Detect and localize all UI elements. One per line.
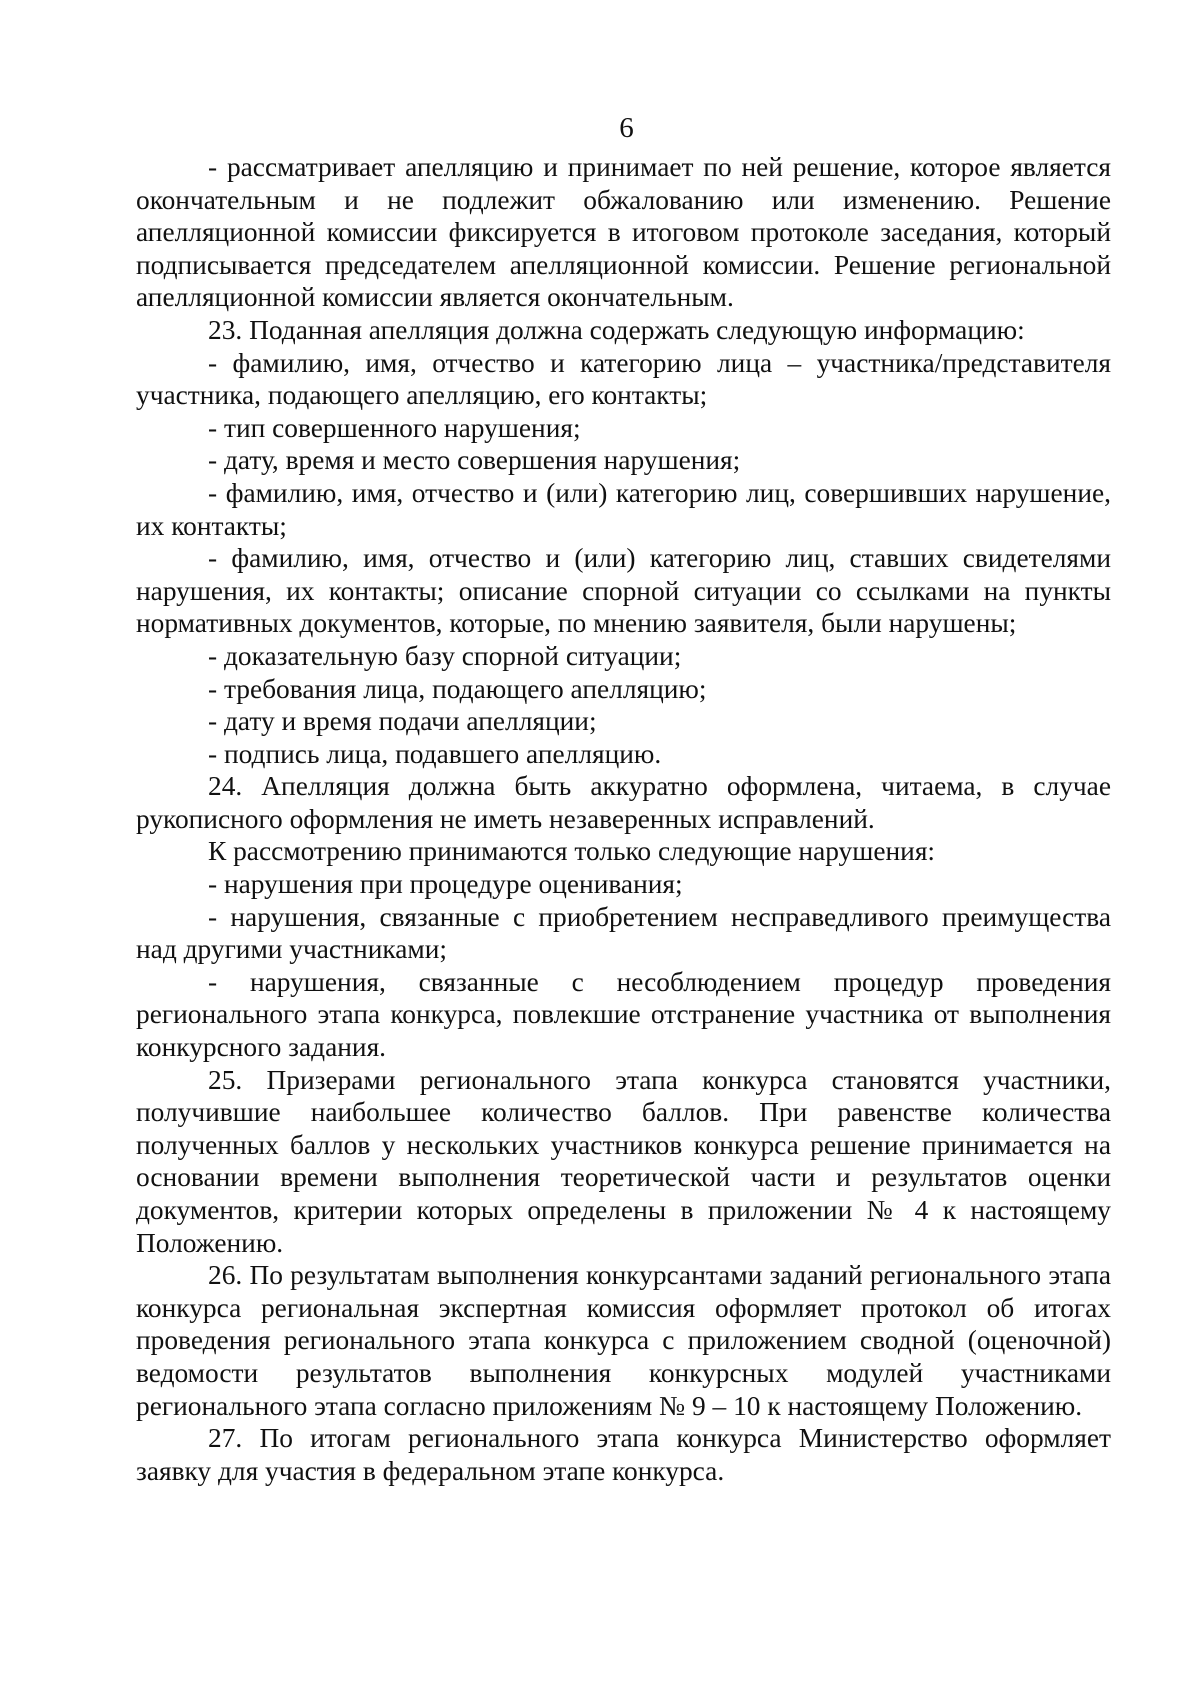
list-item-witnesses: - фамилию, имя, отчество и (или) категорию лиц, ставших свидетелями нарушения, их контакты; описание спорной ситуации со ссылками на пункты нормативных документов, которые, по мнению заявителя, были нарушены; bbox=[136, 543, 1111, 639]
list-item-violation-date-place: - дату, время и место совершения нарушения; bbox=[208, 445, 741, 476]
document-body bbox=[136, 151, 1111, 1487]
list-item-requirements: - требования лица, подающего апелляцию; bbox=[208, 673, 707, 704]
paragraph-26: 26. По результатам выполнения конкурсантами заданий регионального этапа конкурса региональная экспертная комиссия оформляет протокол об итогах проведения регионального этапа конкурса с приложением сводной (оценочной) ведомости результатов выполнения конкурсных модулей участниками регионального этапа согласно приложениям № 9 – 10 к настоящему Положению. bbox=[136, 1260, 1111, 1421]
list-item-submission-date: - дату и время подачи апелляции; bbox=[208, 706, 597, 737]
page-number: 6 bbox=[619, 112, 634, 144]
list-item-assessment-violations: - нарушения при процедуре оценивания; bbox=[208, 869, 683, 900]
list-item-signature: - подпись лица, подавшего апелляцию. bbox=[208, 738, 662, 769]
paragraph-27: 27. По итогам регионального этапа конкурса Министерство оформляет заявку для участия в федеральном этапе конкурса. bbox=[136, 1423, 1111, 1486]
list-item-applicant-details: - фамилию, имя, отчество и категорию лица – участника/представителя участника, подающего апелляцию, его контакты; bbox=[136, 347, 1111, 411]
list-item-offenders: - фамилию, имя, отчество и (или) категорию лиц, совершивших нарушение, их контакты; bbox=[136, 477, 1111, 541]
list-item-evidence: - доказательную базу спорной ситуации; bbox=[208, 640, 682, 671]
paragraph-24: 24. Апелляция должна быть аккуратно оформлена, читаема, в случае рукописного оформления не иметь незаверенных исправлений. bbox=[136, 771, 1111, 834]
paragraph-accepted-violations: К рассмотрению принимаются только следующие нарушения: bbox=[208, 836, 936, 867]
list-item-violation-type: - тип совершенного нарушения; bbox=[208, 412, 581, 443]
list-item-procedure-violations: - нарушения, связанные с несоблюдением процедур проведения регионального этапа конкурса, повлекшие отстранение участника от выполнения конкурсного задания. bbox=[136, 966, 1111, 1063]
list-item-unfair-advantage: - нарушения, связанные с приобретением несправедливого преимущества над другими участниками; bbox=[136, 901, 1111, 965]
paragraph-25: 25. Призерами регионального этапа конкурса становятся участники, получившие наибольшее количество баллов. При равенстве количества полученных баллов у нескольких участников конкурса решение принимается на основании времени выполнения теоретической части и результатов оценки документов, критерии которых определены в приложении № 4 к настоящему Положению. bbox=[136, 1064, 1111, 1258]
paragraph-23-heading: 23. Поданная апелляция должна содержать следующую информацию: bbox=[208, 314, 1025, 345]
paragraph-appeal-decision: - рассматривает апелляцию и принимает по ней решение, которое является окончательным и не подлежит обжалованию или изменению. Решение апелляционной комиссии фиксируется в итоговом протоколе заседания, который подписывается председателем апелляционной комиссии. Решение региональной апелляционной комиссии является окончательным. bbox=[136, 152, 1111, 313]
